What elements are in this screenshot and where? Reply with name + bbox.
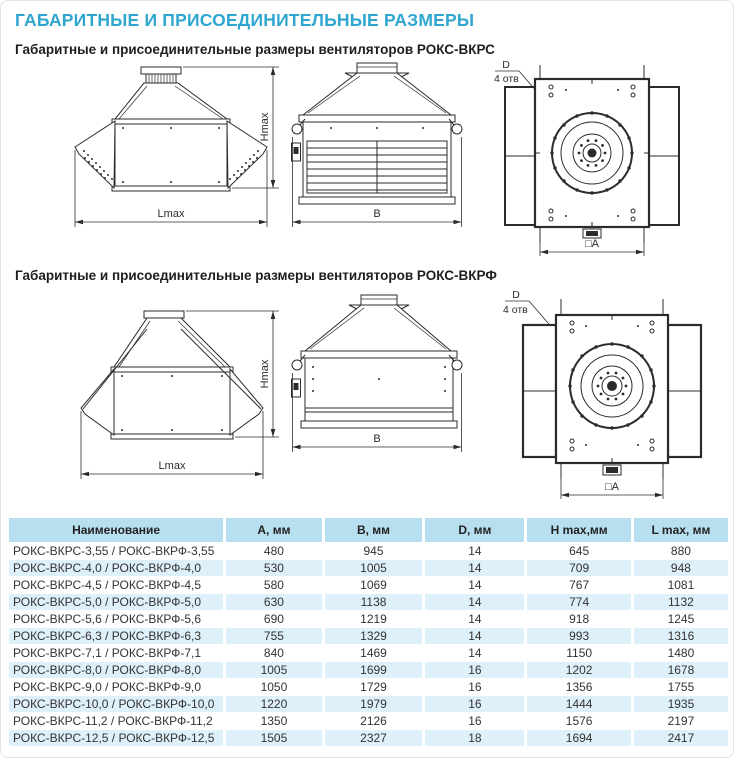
vkrs-top-view-drawing <box>491 57 731 262</box>
dimension-value-cell: 1729 <box>323 678 424 695</box>
header-lmax-mm: L max, мм <box>632 518 728 542</box>
dimension-value-cell: 993 <box>526 627 632 644</box>
dimension-value-cell: 948 <box>632 559 728 576</box>
dimension-value-cell: 1245 <box>632 610 728 627</box>
table-row <box>9 542 728 559</box>
header-d-mm: D, мм <box>424 518 526 542</box>
diffuser-hood <box>114 318 230 367</box>
dimension-value-cell: 1132 <box>632 593 728 610</box>
dimension-value-cell: 1202 <box>526 661 632 678</box>
dimension-value-cell: 1694 <box>526 729 632 746</box>
table-row <box>9 729 728 746</box>
dimension-value-cell: 1069 <box>323 576 424 593</box>
model-name-cell: РОКС-ВКРС-4,0 / РОКС-ВКРФ-4,0 <box>13 560 202 575</box>
dimension-value-cell: 755 <box>225 627 324 644</box>
dimension-value-cell: 14 <box>424 610 526 627</box>
table-row <box>9 627 728 644</box>
model-name-cell: РОКС-ВКРС-7,1 / РОКС-ВКРФ-7,1 <box>13 645 202 660</box>
dimension-value-cell: 480 <box>225 542 324 559</box>
dimension-value-cell: 2417 <box>632 729 728 746</box>
dimension-value-cell: 1150 <box>526 644 632 661</box>
table-header-row <box>9 518 728 542</box>
b-label: B <box>373 208 381 220</box>
vkrs-side-view-drawing <box>11 57 291 262</box>
table-row <box>9 644 728 661</box>
dimension-value-cell: 14 <box>424 559 526 576</box>
dimension-value-cell: 1755 <box>632 678 728 695</box>
dimension-value-cell: 709 <box>526 559 632 576</box>
dimension-value-cell: 1444 <box>526 695 632 712</box>
dimension-value-cell: 1678 <box>632 661 728 678</box>
dimension-value-cell: 530 <box>225 559 324 576</box>
model-name-cell: РОКС-ВКРС-8,0 / РОКС-ВКРФ-8,0 <box>13 662 202 677</box>
dimension-value-cell: 1469 <box>323 644 424 661</box>
dimension-value-cell: 18 <box>424 729 526 746</box>
model-name-cell: РОКС-ВКРС-10,0 / РОКС-ВКРФ-10,0 <box>13 696 215 711</box>
dimension-value-cell: 690 <box>225 610 324 627</box>
dimension-value-cell: 2126 <box>323 712 424 729</box>
model-name-cell: РОКС-ВКРС-9,0 / РОКС-ВКРФ-9,0 <box>13 679 202 694</box>
fan-body <box>111 367 233 439</box>
b-label: B <box>373 433 381 445</box>
dimension-value-cell: 1350 <box>225 712 324 729</box>
holes-count-label: 4 отв <box>503 304 528 316</box>
dimension-value-cell: 840 <box>225 644 324 661</box>
holes-count-label: 4 отв <box>494 73 519 85</box>
section-vkrs-subtitle: Габаритные и присоединительные размеры вентиляторов РОКС-ВКРС <box>15 42 495 57</box>
hmax-label: Hmax <box>259 112 271 142</box>
model-name-cell: РОКС-ВКРС-11,2 / РОКС-ВКРФ-11,2 <box>13 713 213 728</box>
vkrf-front-view-drawing <box>291 287 491 507</box>
junction-box <box>603 465 621 475</box>
dimension-value-cell: 1050 <box>225 678 324 695</box>
motor-cap <box>361 295 397 305</box>
dimension-value-cell: 1979 <box>323 695 424 712</box>
dimension-value-cell: 1219 <box>323 610 424 627</box>
dimension-value-cell: 945 <box>323 542 424 559</box>
dimension-value-cell: 1005 <box>323 559 424 576</box>
diffuser-hood <box>305 305 451 351</box>
table-row <box>9 559 728 576</box>
model-name-cell: РОКС-ВКРС-6,3 / РОКС-ВКРФ-6,3 <box>13 628 202 643</box>
dimension-value-cell: 1316 <box>632 627 728 644</box>
table-row <box>9 576 728 593</box>
dimension-value-cell: 1005 <box>225 661 324 678</box>
model-name-cell: РОКС-ВКРС-5,0 / РОКС-ВКРФ-5,0 <box>13 594 202 609</box>
motor-cap <box>357 63 397 73</box>
dimension-value-cell: 774 <box>526 593 632 610</box>
header-name: Наименование <box>9 518 225 542</box>
fan-body <box>301 351 457 428</box>
dimension-value-cell: 880 <box>632 542 728 559</box>
fan-body <box>112 119 230 191</box>
table-row <box>9 712 728 729</box>
lmax-label: Lmax <box>157 208 185 220</box>
hmax-label: Hmax <box>259 359 271 389</box>
model-name-cell: РОКС-ВКРС-3,55 / РОКС-ВКРФ-3,55 <box>13 543 215 558</box>
dimension-value-cell: 1329 <box>323 627 424 644</box>
section-vkrf-subtitle: Габаритные и присоединительные размеры вентиляторов РОКС-ВКРФ <box>15 268 497 283</box>
table-row <box>9 678 728 695</box>
dimension-value-cell: 16 <box>424 678 526 695</box>
header-b-mm: В, мм <box>323 518 424 542</box>
table-row <box>9 593 728 610</box>
table-row <box>9 661 728 678</box>
dimension-value-cell: 14 <box>424 593 526 610</box>
page-title: ГАБАРИТНЫЕ И ПРИСОЕДИНИТЕЛЬНЫЕ РАЗМЕРЫ <box>15 10 475 30</box>
square-a-label: □A <box>585 238 599 250</box>
model-name-cell: РОКС-ВКРС-12,5 / РОКС-ВКРФ-12,5 <box>13 730 215 745</box>
dimension-value-cell: 16 <box>424 695 526 712</box>
header-hmax-mm: Н max,мм <box>526 518 632 542</box>
table-row <box>9 695 728 712</box>
dimension-value-cell: 14 <box>424 576 526 593</box>
dimension-value-cell: 580 <box>225 576 324 593</box>
dimension-value-cell: 918 <box>526 610 632 627</box>
dimensions-table <box>9 518 728 746</box>
vkrs-drawings-row <box>1 57 733 262</box>
dimension-value-cell: 2197 <box>632 712 728 729</box>
d-label: D <box>502 59 510 71</box>
vkrf-side-view-drawing <box>11 287 291 507</box>
table-body <box>9 542 728 746</box>
dimension-value-cell: 1576 <box>526 712 632 729</box>
dimension-value-cell: 1480 <box>632 644 728 661</box>
fan-body-louvered <box>299 115 455 204</box>
dimension-value-cell: 14 <box>424 644 526 661</box>
dimension-value-cell: 16 <box>424 661 526 678</box>
lmax-label: Lmax <box>158 460 186 472</box>
dimension-square-a <box>540 238 644 256</box>
diffuser-hood <box>303 73 451 115</box>
model-name-cell: РОКС-ВКРС-5,6 / РОКС-ВКРФ-5,6 <box>13 611 202 626</box>
dimension-value-cell: 1699 <box>323 661 424 678</box>
model-name-cell: РОКС-ВКРС-4,5 / РОКС-ВКРФ-4,5 <box>13 577 202 592</box>
vkrs-front-view-drawing <box>291 57 491 262</box>
vkrf-top-view-drawing <box>491 287 731 507</box>
dimension-value-cell: 767 <box>526 576 632 593</box>
dimension-value-cell: 630 <box>225 593 324 610</box>
square-a-label: □A <box>605 481 619 493</box>
dimension-value-cell: 1220 <box>225 695 324 712</box>
dimension-value-cell: 1081 <box>632 576 728 593</box>
dimension-value-cell: 1356 <box>526 678 632 695</box>
junction-box <box>583 229 601 238</box>
diffuser-hood <box>115 83 227 119</box>
vkrf-drawings-row <box>1 287 733 507</box>
dimension-value-cell: 14 <box>424 542 526 559</box>
dimension-value-cell: 2327 <box>323 729 424 746</box>
header-a-mm: А, мм <box>225 518 324 542</box>
dimension-square-a <box>561 479 663 499</box>
d-label: D <box>512 289 520 301</box>
dimension-value-cell: 1505 <box>225 729 324 746</box>
dimension-value-cell: 14 <box>424 627 526 644</box>
dimension-value-cell: 1138 <box>323 593 424 610</box>
dimension-value-cell: 16 <box>424 712 526 729</box>
dimension-value-cell: 645 <box>526 542 632 559</box>
table-row <box>9 610 728 627</box>
impeller-circles <box>568 342 655 429</box>
dimension-value-cell: 1935 <box>632 695 728 712</box>
